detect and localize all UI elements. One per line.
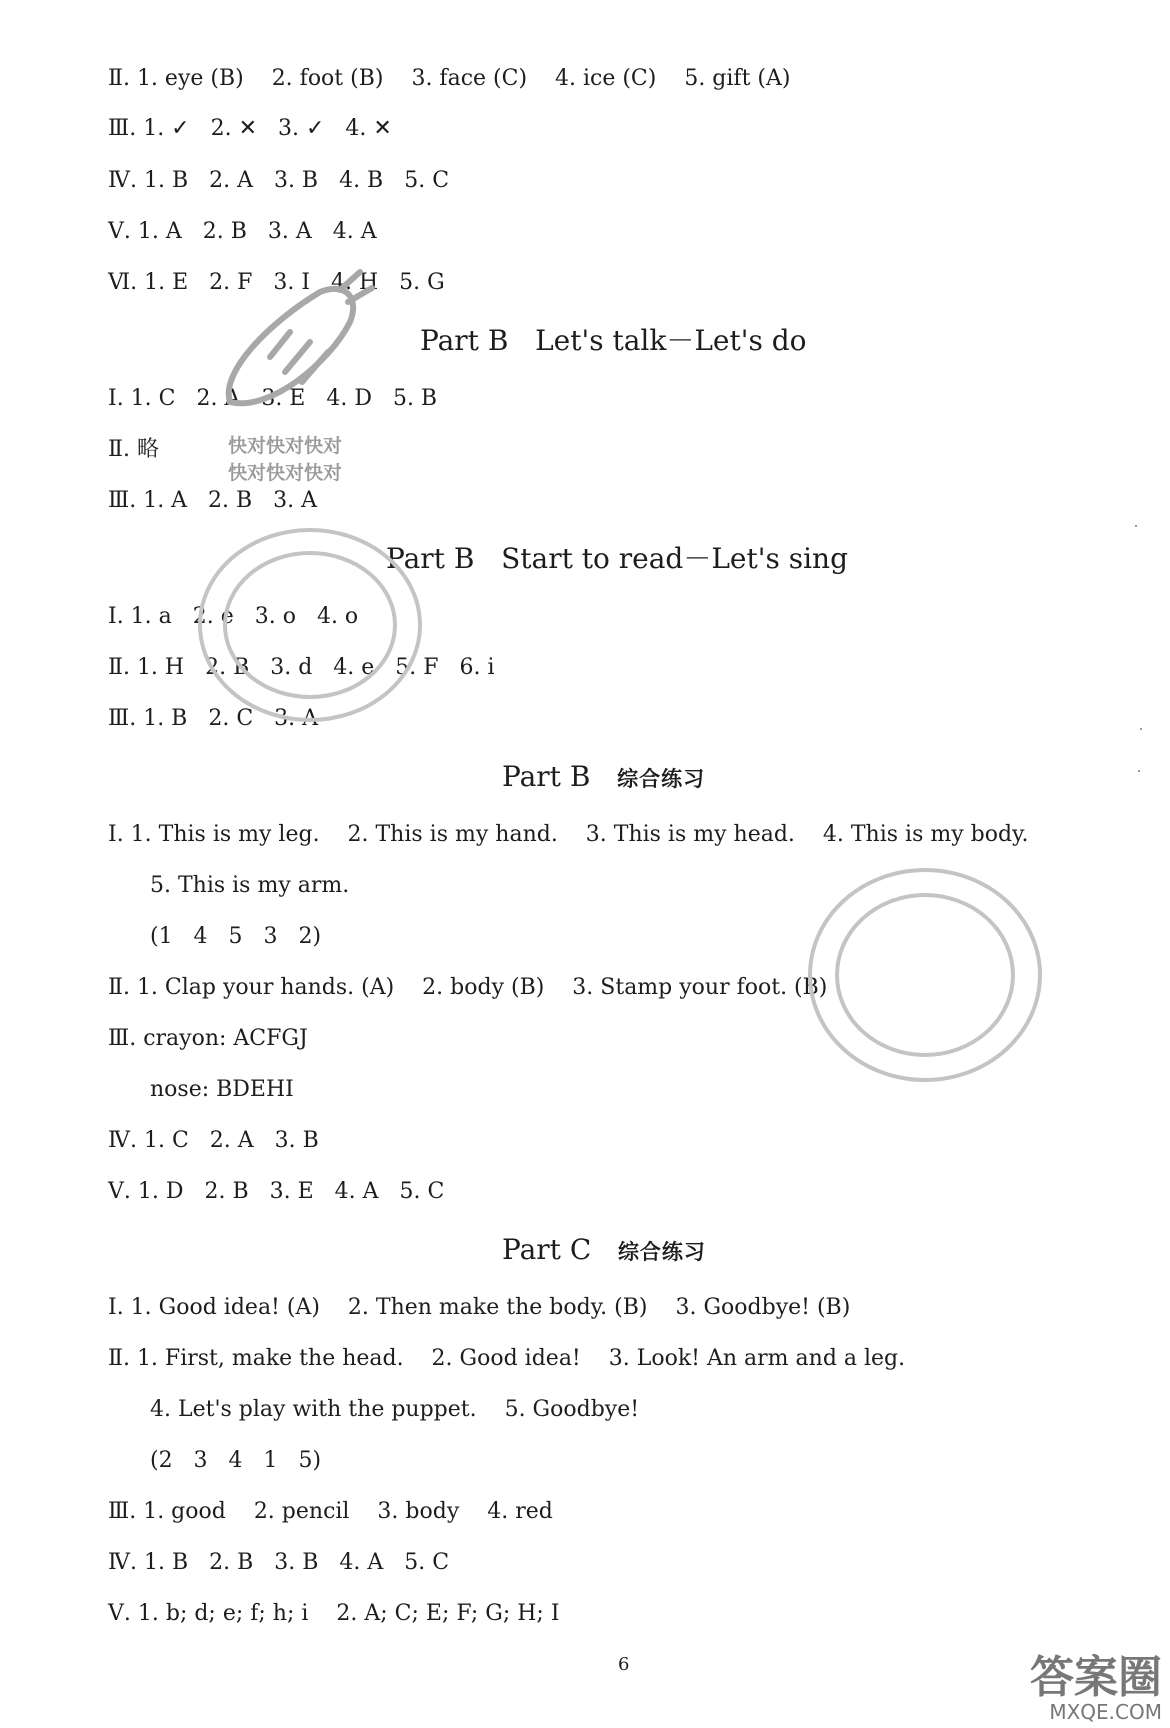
answer-line: (2 3 4 1 5): [150, 1448, 322, 1473]
answer-line: Ⅰ. 1. a 2. e 3. o 4. o: [108, 604, 359, 629]
answer-line: Ⅴ. 1. D 2. B 3. E 4. A 5. C: [108, 1179, 445, 1204]
watermark-text: 快对快对快对 快对快对快对: [228, 435, 343, 484]
section-heading: [502, 1233, 706, 1266]
answer-line: Ⅰ. 1. This is my leg. 2. This is my hand. 3. This is my head. 4. This is my body.: [108, 822, 1029, 847]
scan-speck: [1140, 728, 1142, 730]
answer-line: 4. Let's play with the puppet. 5. Goodbye!: [150, 1397, 640, 1422]
section-heading-en: Part B Start to read－Let's sing: [386, 542, 849, 575]
answer-line: Ⅱ. 1. Clap your hands. (A) 2. body (B) 3. Stamp your foot. (B): [108, 975, 828, 1000]
answer-line: Ⅲ. 1. B 2. C 3. A: [108, 706, 318, 731]
answer-line: Ⅱ. 1. eye (B) 2. foot (B) 3. face (C) 4. ice (C) 5. gift (A): [108, 66, 791, 91]
answer-line: Ⅴ. 1. A 2. B 3. A 4. A: [108, 219, 377, 244]
answer-line: Ⅰ. 1. C 2. A 3. E 4. D 5. B: [108, 386, 438, 411]
answer-line: Ⅱ. 1. First, make the head. 2. Good idea! 3. Look! An arm and a leg.: [108, 1346, 906, 1371]
site-logo: [1030, 1652, 1162, 1724]
answer-line: Ⅱ. 1. H 2. B 3. d 4. e 5. F 6. i: [108, 655, 495, 680]
section-heading: [502, 760, 706, 793]
answer-line: Ⅴ. 1. b; d; e; f; h; i 2. A; C; E; F; G; H; I: [108, 1601, 560, 1626]
logo-url: MXQE.COM: [1049, 1700, 1162, 1724]
section-heading: [420, 324, 807, 357]
section-heading-en: Part C: [502, 1233, 618, 1266]
section-heading-cn: 综合练习: [617, 1240, 706, 1264]
answer-line: Ⅲ. 1. good 2. pencil 3. body 4. red: [108, 1499, 553, 1524]
round-stamp-watermark-icon-2: [800, 860, 1050, 1090]
logo-title: 答案圈: [1030, 1652, 1162, 1703]
answer-line: nose: BDEHI: [150, 1077, 294, 1102]
page-number: 6: [618, 1654, 630, 1675]
answer-line: Ⅰ. 1. Good idea! (A) 2. Then make the body. (B) 3. Goodbye! (B): [108, 1295, 851, 1320]
answer-line: (1 4 5 3 2): [150, 924, 322, 949]
section-heading-cn: 综合练习: [617, 767, 706, 791]
scan-speck: [1135, 525, 1137, 527]
answer-line: Ⅱ. 略: [108, 437, 159, 462]
answer-line: Ⅲ. crayon: ACFGJ: [108, 1026, 308, 1051]
answer-line: 5. This is my arm.: [150, 873, 350, 898]
answer-line: Ⅳ. 1. C 2. A 3. B: [108, 1128, 319, 1153]
section-heading-en: Part B: [502, 760, 618, 793]
answer-line: Ⅳ. 1. B 2. A 3. B 4. B 5. C: [108, 168, 450, 193]
answer-line: Ⅲ. 1. ✓ 2. ✕ 3. ✓ 4. ✕: [108, 116, 392, 141]
answer-line: Ⅲ. 1. A 2. B 3. A: [108, 488, 318, 513]
section-heading: [386, 542, 849, 575]
answer-line: Ⅵ. 1. E 2. F 3. I 4. H 5. G: [108, 270, 445, 295]
scan-speck: [1138, 770, 1140, 772]
answer-line: Ⅳ. 1. B 2. B 3. B 4. A 5. C: [108, 1550, 450, 1575]
section-heading-en: Part B Let's talk－Let's do: [420, 324, 807, 357]
